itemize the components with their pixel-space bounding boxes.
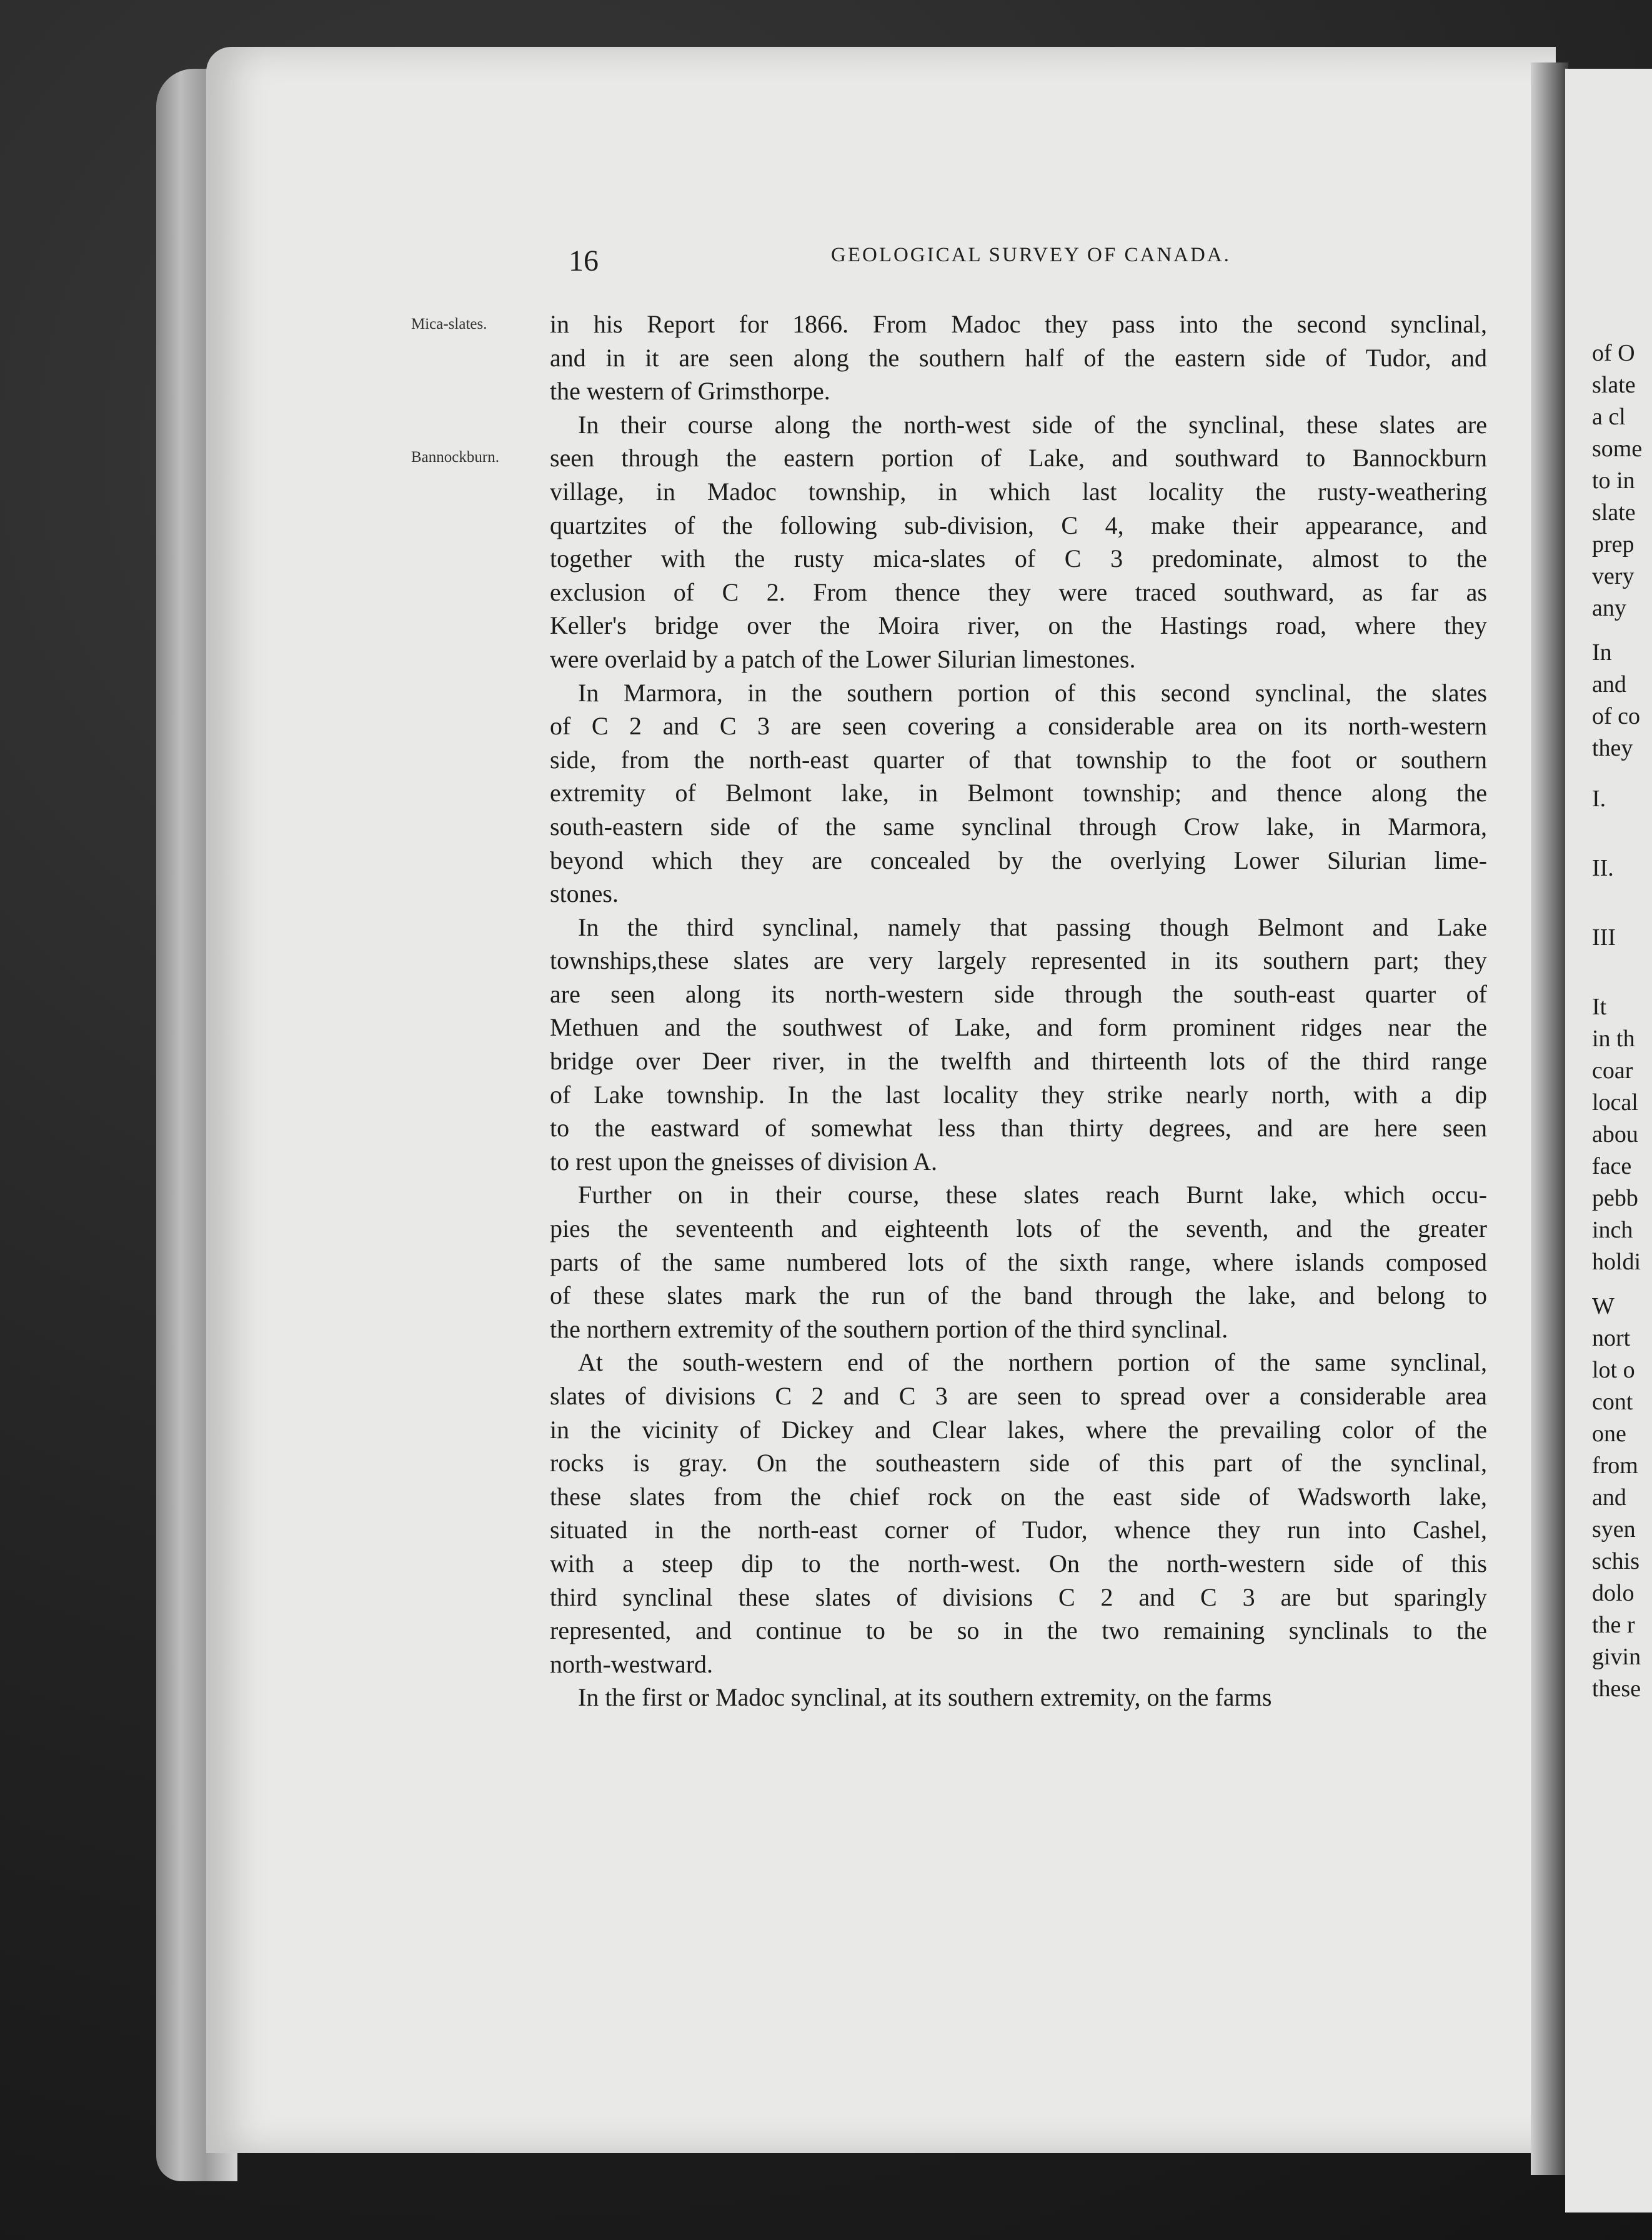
right-page-fragment: lot o <box>1592 1357 1635 1383</box>
right-page-fragment: any <box>1592 595 1626 621</box>
text-line: were overlaid by a patch of the Lower Silurian limestones. <box>550 644 1136 673</box>
right-page-fragment: W <box>1592 1293 1615 1319</box>
right-page-fragment: slate <box>1592 372 1636 398</box>
right-page-fragment: and <box>1592 1484 1626 1511</box>
right-page-fragment: dolo <box>1592 1580 1635 1606</box>
paragraph <box>550 911 1487 1179</box>
spacer <box>1592 1278 1652 1291</box>
right-page-fragment: these <box>1592 1676 1641 1702</box>
right-page-fragment: In <box>1592 639 1612 666</box>
text-line: rocks is gray. On the southeastern side of this part of the synclinal, <box>550 1449 1487 1478</box>
text-line: to the eastward of somewhat less than thirty degrees, and are here seen <box>550 1114 1487 1142</box>
right-page-fragment: a cl <box>1592 404 1626 430</box>
right-page-fragment: they <box>1592 735 1633 761</box>
text-line: north-westward. <box>550 1649 714 1678</box>
text-line: Methuen and the southwest of Lake, and form prominent ridges near the <box>550 1013 1487 1042</box>
text-line: south-eastern side of the same synclinal through Crow lake, in Marmora, <box>550 812 1487 841</box>
right-page-fragment: some <box>1592 436 1643 462</box>
text-line: In their course along the north-west side of the synclinal, these slates are <box>578 410 1487 439</box>
right-page-fragment: abou <box>1592 1121 1638 1148</box>
right-page-fragment: of O <box>1592 340 1635 366</box>
text-line: seen through the eastern portion of Lake, and southward to Bannockburn <box>550 444 1487 472</box>
text-line: in his Report for 1866. From Madoc they pass into the second synclinal, <box>550 310 1487 338</box>
text-line: exclusion of C 2. From thence they were traced southward, as far as <box>550 578 1487 606</box>
right-page-fragment: and <box>1592 671 1626 698</box>
text-line: are seen along its north-western side through the south-east quarter of <box>550 979 1487 1008</box>
text-line: Further on in their course, these slates reach Burnt lake, which occu- <box>578 1181 1487 1209</box>
right-page-fragment: the r <box>1592 1612 1635 1638</box>
right-page-fragment: II. <box>1592 855 1614 881</box>
text-line: pies the seventeenth and eighteenth lots of the seventh, and the greater <box>550 1214 1487 1243</box>
right-page-fragment: in th <box>1592 1026 1635 1052</box>
right-page-fragment: III <box>1592 924 1616 951</box>
text-line: slates of divisions C 2 and C 3 are seen to spread over a considerable area <box>550 1382 1487 1410</box>
text-line: and in it are seen along the southern half of the eastern side of Tudor, and <box>550 343 1487 372</box>
text-line: At the south-western end of the northern portion of the same synclinal, <box>578 1348 1487 1377</box>
text-line: the northern extremity of the southern portion of the third synclinal. <box>550 1314 1228 1343</box>
text-line: to rest upon the gneisses of division A. <box>550 1147 937 1176</box>
right-page-fragment: I. <box>1592 786 1606 812</box>
sidenote-mica-slates: Mica-slates. <box>411 316 487 332</box>
right-page-fragment: from <box>1592 1452 1638 1479</box>
right-page-fragment: schis <box>1592 1548 1640 1574</box>
paragraph <box>550 676 1487 911</box>
right-page-fragment: It <box>1592 994 1607 1020</box>
text-line: In the third synclinal, namely that passing though Belmont and Lake <box>578 912 1487 941</box>
text-line: beyond which they are concealed by the overlying Lower Silurian lime- <box>550 846 1487 874</box>
spacer <box>1592 815 1652 852</box>
text-line: Keller's bridge over the Moira river, on the Hastings road, where they <box>550 611 1487 640</box>
right-page-fragment: inch <box>1592 1217 1633 1243</box>
text-line: side, from the north-east quarter of that township to the foot or southern <box>550 745 1487 774</box>
paragraph <box>550 408 1487 676</box>
body-text <box>550 308 1487 1714</box>
text-line: parts of the same numbered lots of the sixth range, where islands composed <box>550 1248 1487 1276</box>
right-page-fragment: of co <box>1592 703 1641 729</box>
right-page-fragment: syen <box>1592 1516 1636 1542</box>
right-page-fragment: coar <box>1592 1058 1633 1084</box>
text-line: quartzites of the following sub-division, C 4, make their appearance, and <box>550 511 1487 539</box>
right-page-fragment: nort <box>1592 1325 1631 1351</box>
text-line: of these slates mark the run of the band through the lake, and belong to <box>550 1281 1487 1310</box>
right-page-fragment: very <box>1592 563 1635 589</box>
page-number: 16 <box>569 244 599 278</box>
text-line: of C 2 and C 3 are seen covering a considerable area on its north-western <box>550 712 1487 741</box>
text-line: extremity of Belmont lake, in Belmont township; and thence along the <box>550 779 1487 808</box>
text-line: represented, and continue to be so in the two remaining synclinals to the <box>550 1616 1487 1645</box>
text-line: situated in the north-east corner of Tudor, whence they run into Cashel, <box>550 1516 1487 1544</box>
text-line: together with the rusty mica-slates of C 3 predominate, almost to the <box>550 544 1487 573</box>
right-page-fragment: holdi <box>1592 1249 1641 1275</box>
spacer <box>1592 954 1652 991</box>
sidenote-bannockburn: Bannockburn. <box>411 449 499 466</box>
right-page-fragment: slate <box>1592 499 1636 526</box>
text-line: In Marmora, in the southern portion of this second synclinal, the slates <box>578 678 1487 707</box>
text-line: village, in Madoc township, in which last locality the rusty-weathering <box>550 477 1487 506</box>
text-line: bridge over Deer river, in the twelfth and thirteenth lots of the third range <box>550 1047 1487 1076</box>
right-page-fragment: local <box>1592 1089 1638 1116</box>
spacer <box>1592 884 1652 922</box>
text-line: in the vicinity of Dickey and Clear lakes, where the prevailing color of the <box>550 1415 1487 1444</box>
text-line: these slates from the chief rock on the east side of Wadsworth lake, <box>550 1482 1487 1511</box>
paragraph <box>550 1178 1487 1346</box>
right-page-fragment: to in <box>1592 468 1635 494</box>
right-page-text-fragments <box>1592 338 1652 1705</box>
right-page-fragment: cont <box>1592 1389 1633 1415</box>
text-line: stones. <box>550 879 619 908</box>
paragraph <box>550 1346 1487 1681</box>
text-line: third synclinal these slates of divisions C 2 and C 3 are but sparingly <box>550 1582 1487 1611</box>
text-line: of Lake township. In the last locality they strike nearly north, with a dip <box>550 1080 1487 1109</box>
running-header-title: GEOLOGICAL SURVEY OF CANADA. <box>831 244 1231 266</box>
right-page-fragment: one <box>1592 1421 1626 1447</box>
book-gutter <box>1531 62 1568 2175</box>
paragraph <box>550 1681 1487 1714</box>
spacer <box>1592 764 1652 783</box>
text-line: In the first or Madoc synclinal, at its southern extremity, on the farms <box>578 1683 1272 1712</box>
right-page-fragment: givin <box>1592 1644 1641 1670</box>
text-line: the western of Grimsthorpe. <box>550 377 830 406</box>
spacer <box>1592 624 1652 637</box>
paragraph <box>550 308 1487 408</box>
text-line: townships,these slates are very largely represented in its southern part; they <box>550 946 1487 975</box>
text-line: with a steep dip to the north-west. On the north-western side of this <box>550 1549 1487 1578</box>
right-page-fragment: pebb <box>1592 1185 1638 1211</box>
right-page-fragment: face <box>1592 1153 1632 1179</box>
right-page-fragment: prep <box>1592 531 1635 558</box>
